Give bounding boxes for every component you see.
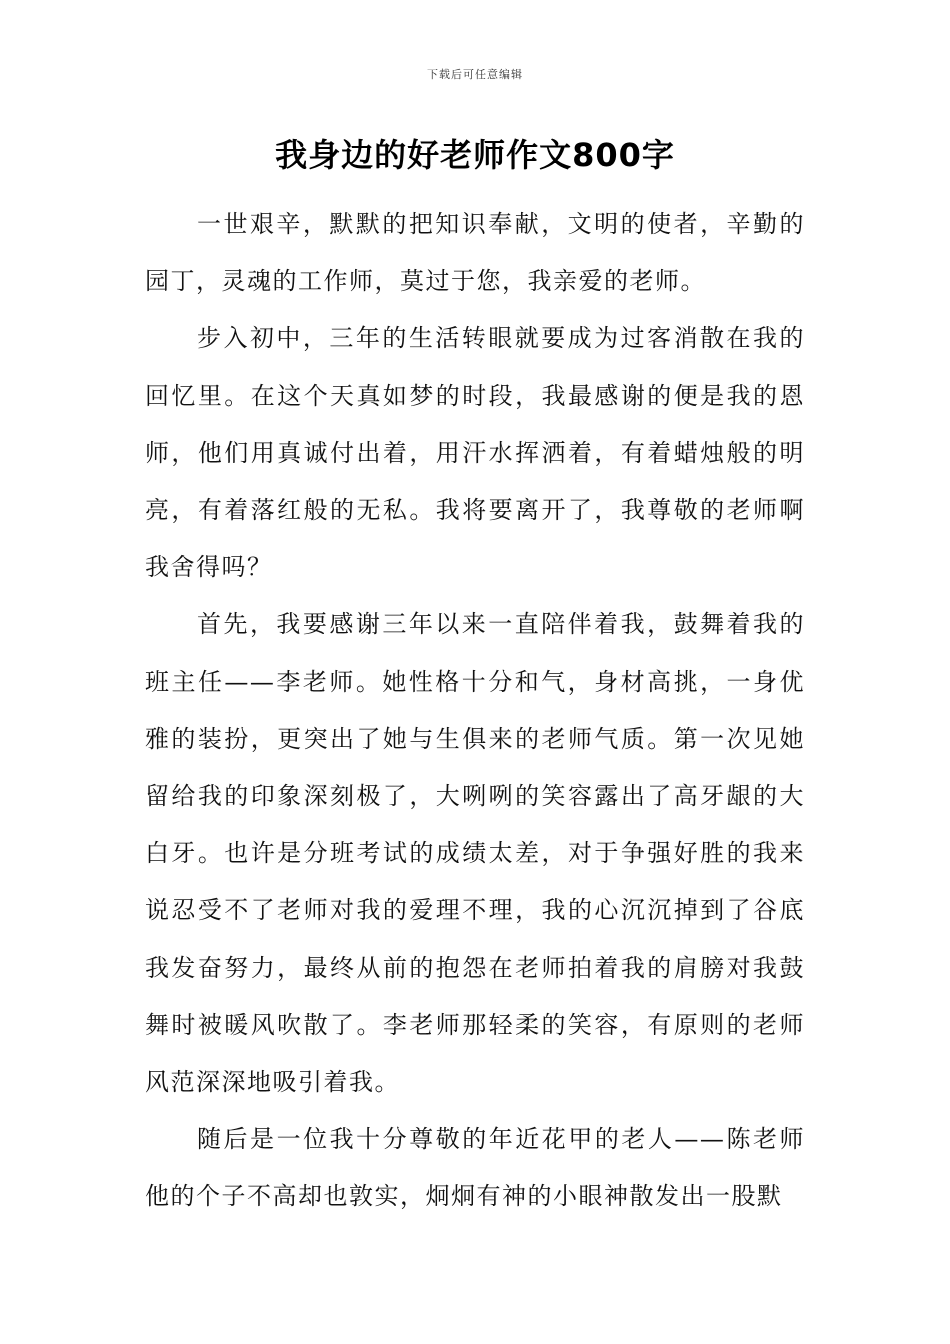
paragraph-4: 随后是一位我十分尊敬的年近花甲的老人——陈老师他的个子不高却也敦实，炯炯有神的小眼神散发出一股默	[145, 1125, 805, 1211]
paragraph-3: 首先，我要感谢三年以来一直陪伴着我，鼓舞着我的班主任——李老师。她性格十分和气，身材高挑，一身优雅的装扮，更突出了她与生俱来的老师气质。第一次见她留给我的印象深刻极了，大咧咧的笑容露出了高牙龈的大白牙。也许是分班考试的成绩太差，对于争强好胜的我来说忍受不了老师对我的爱理不理，我的心沉沉掉到了谷底我发奋努力，最终从前的抱怨在老师拍着我的肩膀对我鼓舞时被暖风吹散了。李老师那轻柔的笑容，有原则的老师风范深深地吸引着我。	[145, 610, 805, 1097]
paragraph-1: 一世艰辛，默默的把知识奉献，文明的使者，辛勤的园丁，灵魂的工作师，莫过于您，我亲爱的老师。	[145, 210, 805, 296]
document-body	[145, 196, 805, 1226]
paragraph-2: 步入初中，三年的生活转眼就要成为过客消散在我的回忆里。在这个天真如梦的时段，我最感谢的便是我的恩师，他们用真诚付出着，用汗水挥洒着，有着蜡烛般的明亮，有着落红般的无私。我将要离开了，我尊敬的老师啊我舍得吗？	[145, 324, 805, 582]
header-note: 下载后可任意编辑	[427, 68, 523, 81]
document-title: 我身边的好老师作文800字	[275, 136, 675, 174]
